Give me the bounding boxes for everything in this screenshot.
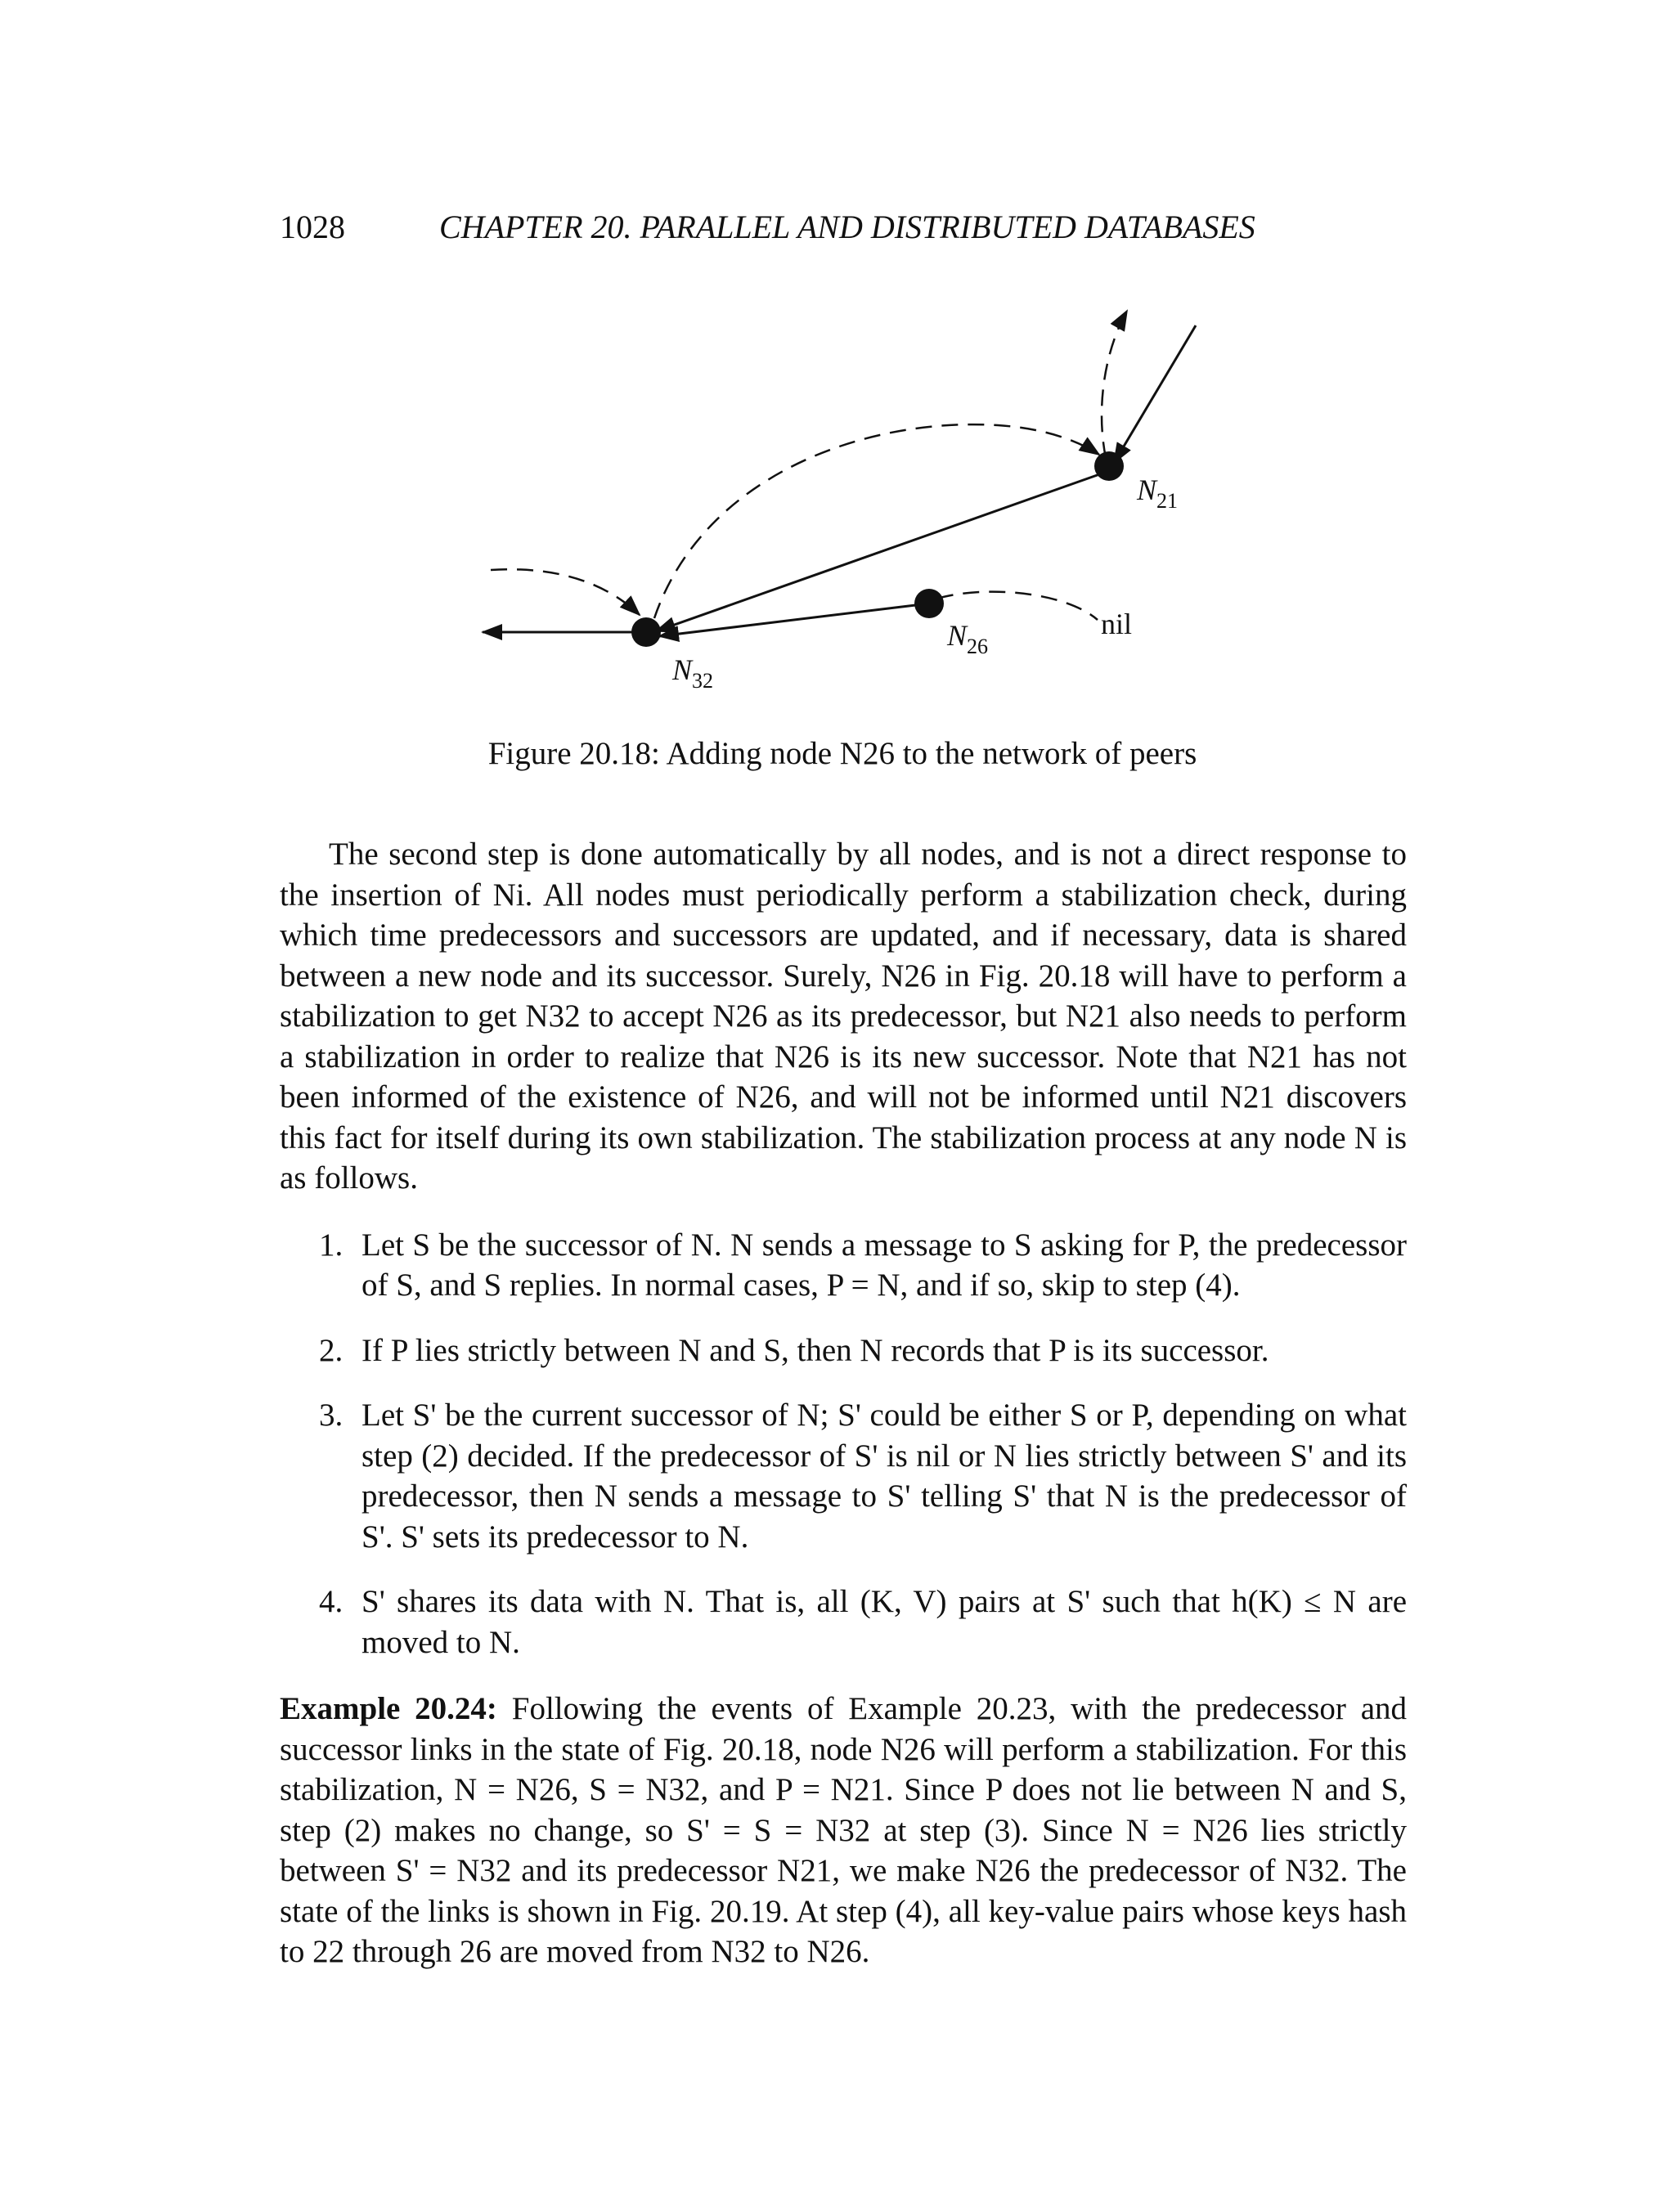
list-item: 4. S' shares its data with N. That is, all (K, V) pairs at S' such that h(K) ≤ N are moved to N. — [319, 1584, 1407, 1660]
label-n32: $N_{32}$ — [672, 653, 714, 693]
label-n26: $N_{26}$ — [947, 619, 989, 658]
example-20-24 — [280, 1689, 1407, 1972]
example-heading: Example 20.24: — [280, 1691, 497, 1726]
page-number: 1028 — [280, 209, 345, 245]
example-text: Following the events of Example 20.23, with the predecessor and successor links in the state of Fig. 20.18, node N26 will perform a stabilization. For this stabilization, N = N26, S = N32, and P = N21. Since P does not lie between N and S, step (2) makes no change, so S' = S = N32 at step (3). Since N = N26 lies strictly between S' = N32 and its predecessor N21, we make N26 the predecessor of N32. The state of the links is shown in Fig. 20.19. At step (4), all key-value pairs whose keys hash to 22 through 26 are moved from N32 to N26. — [280, 1691, 1408, 1969]
node-n26 — [914, 589, 944, 618]
list-item: 3. Let S' be the current successor of N; S' could be either S or P, depending on what step (2) decided. If the predecessor of S' is nil or N lies strictly between S' and its predecessor, then N sends a message to S' telling S' that N is the predecessor of S'. S' sets its predecessor to N. — [319, 1398, 1407, 1555]
list-item: 1. Let S be the successor of N. N sends a message to S asking for P, the predecessor of S, and S replies. In normal cases, P = N, and if so, skip to step (4). — [319, 1227, 1407, 1303]
dashed-arc-n32-to-n21 — [654, 424, 1099, 618]
chapter-title: CHAPTER 20. PARALLEL AND DISTRIBUTED DATABASES — [439, 209, 1255, 245]
label-nil: nil — [1101, 608, 1133, 640]
link-incoming-n21 — [1114, 325, 1196, 463]
list-item: 2. If P lies strictly between N and S, then N records that P is its successor. — [319, 1332, 1269, 1368]
node-n21 — [1094, 451, 1124, 481]
dashed-n21-upward — [1102, 311, 1127, 458]
dashed-n26-to-nil — [937, 592, 1098, 620]
link-n26-to-n32 — [659, 603, 929, 636]
dashed-incoming-n32 — [491, 569, 640, 615]
peer-network-diagram — [0, 0, 1675, 736]
link-n21-to-n32 — [656, 473, 1104, 631]
node-n32 — [631, 617, 661, 647]
paragraph-stabilization: The second step is done automatically by all nodes, and is not a direct response to the insertion of Ni. All nodes must periodically perform a stabilization check, during which time predecessors and successors are updated, and if necessary, data is shared between a new node and its successor. Surely, N26 in Fig. 20.18 will have to perform a stabilization to get N32 to accept N26 as its predecessor, but N21 also needs to perform a stabilization in order to realize that N26 is its new successor. Note that N21 has not been informed of the existence of N26, and will not be informed until N21 discovers this fact for itself during its own stabilization. The stabilization process at any node N is as follows. — [280, 837, 1407, 1196]
body-text — [280, 834, 1407, 1972]
figure-20-18 — [0, 0, 1675, 736]
label-n21: $N_{21}$ — [1137, 473, 1179, 513]
stabilization-steps — [280, 1225, 1407, 1663]
figure-caption: Figure 20.18: Adding node N26 to the network of peers — [487, 736, 1197, 771]
